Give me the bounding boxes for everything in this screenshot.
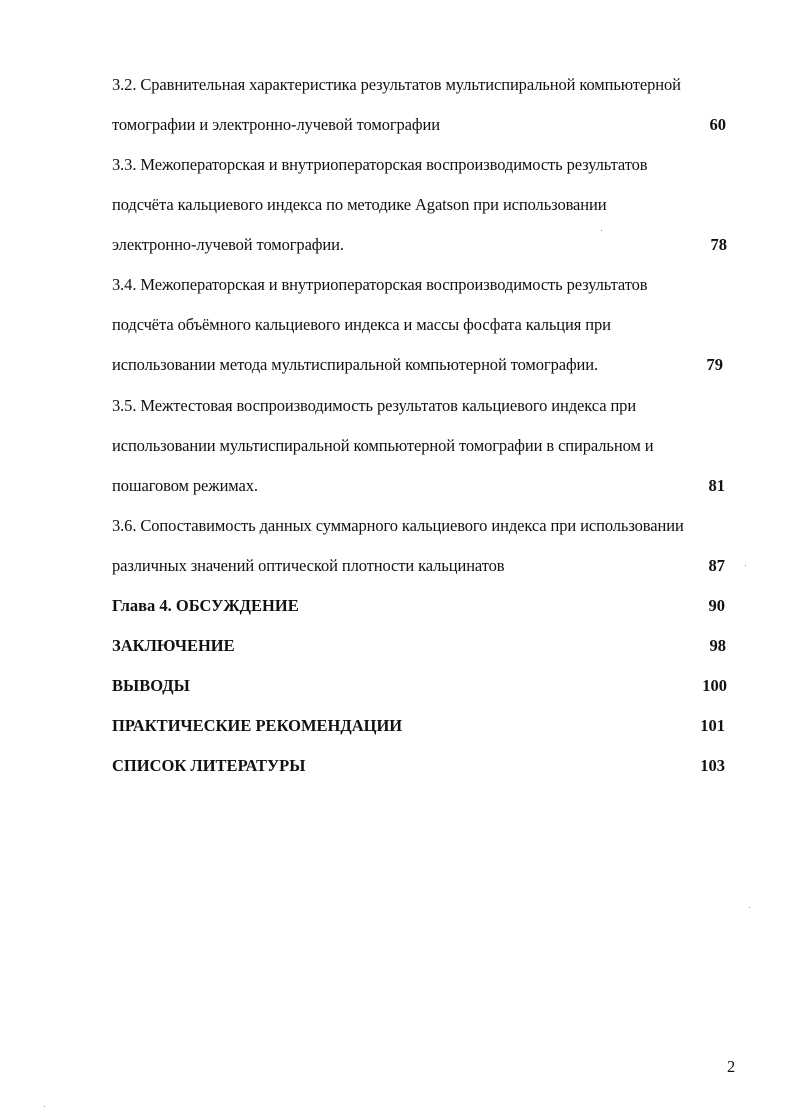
toc-heading-recommendations: ПРАКТИЧЕСКИЕ РЕКОМЕНДАЦИИ <box>112 716 403 735</box>
toc-entry-3-4-line-3: использовании метода мультиспиральной компьютерной томографии. <box>112 355 599 374</box>
toc-entry-3-6-line-2: различных значений оптической плотности кальцинатов <box>112 556 505 575</box>
toc-entry-3-4-line-2: подсчёта объёмного кальциевого индекса и массы фосфата кальция при <box>112 315 611 334</box>
toc-entry-3-2-page: 60 <box>709 115 726 134</box>
toc-heading-references-page: 103 <box>700 756 725 775</box>
toc-heading-references: СПИСОК ЛИТЕРАТУРЫ <box>112 756 306 775</box>
toc-entry-3-2-line-1: 3.2. Сравнительная характеристика результатов мультиспиральной компьютерной <box>112 75 681 94</box>
scan-speck <box>745 565 746 566</box>
toc-entry-3-4-page: 79 <box>706 355 723 374</box>
toc-entry-3-5-line-3: пошаговом режимах. <box>112 476 258 495</box>
toc-entry-3-3-line-1: 3.3. Межоператорская и внутриоператорская воспроизводимость результатов <box>112 155 648 174</box>
toc-entry-3-5-line-2: использовании мультиспиральной компьютерной томографии в спиральном и <box>112 436 654 455</box>
toc-heading-findings-page: 100 <box>702 676 727 695</box>
page-number: 2 <box>727 1057 736 1076</box>
toc-heading-chapter-4-page: 90 <box>708 596 725 615</box>
scan-speck <box>44 1106 45 1107</box>
toc-heading-findings: ВЫВОДЫ <box>112 676 190 695</box>
toc-heading-conclusion-page: 98 <box>709 636 726 655</box>
toc-entry-3-3-page: 78 <box>710 235 727 254</box>
toc-entry-3-5-page: 81 <box>708 476 725 495</box>
toc-entry-3-5-line-1: 3.5. Межтестовая воспроизводимость результатов кальциевого индекса при <box>112 396 637 415</box>
toc-entry-3-3-line-3: электронно-лучевой томографии. <box>112 235 344 254</box>
scan-speck <box>601 230 602 231</box>
toc-entry-3-6-page: 87 <box>708 556 725 575</box>
toc-entry-3-4-line-1: 3.4. Межоператорская и внутриоператорская воспроизводимость результатов <box>112 275 648 294</box>
toc-entry-3-3-line-2: подсчёта кальциевого индекса по методике Agatson при использовании <box>112 195 607 214</box>
toc-entry-3-6-line-1: 3.6. Сопоставимость данных суммарного кальциевого индекса при использовании <box>112 516 684 535</box>
toc-heading-recommendations-page: 101 <box>700 716 725 735</box>
scan-speck <box>749 907 750 908</box>
toc-entry-3-2-line-2: томографии и электронно-лучевой томографии <box>112 115 440 134</box>
toc-heading-conclusion: ЗАКЛЮЧЕНИЕ <box>112 636 235 655</box>
toc-heading-chapter-4: Глава 4. ОБСУЖДЕНИЕ <box>112 596 299 615</box>
